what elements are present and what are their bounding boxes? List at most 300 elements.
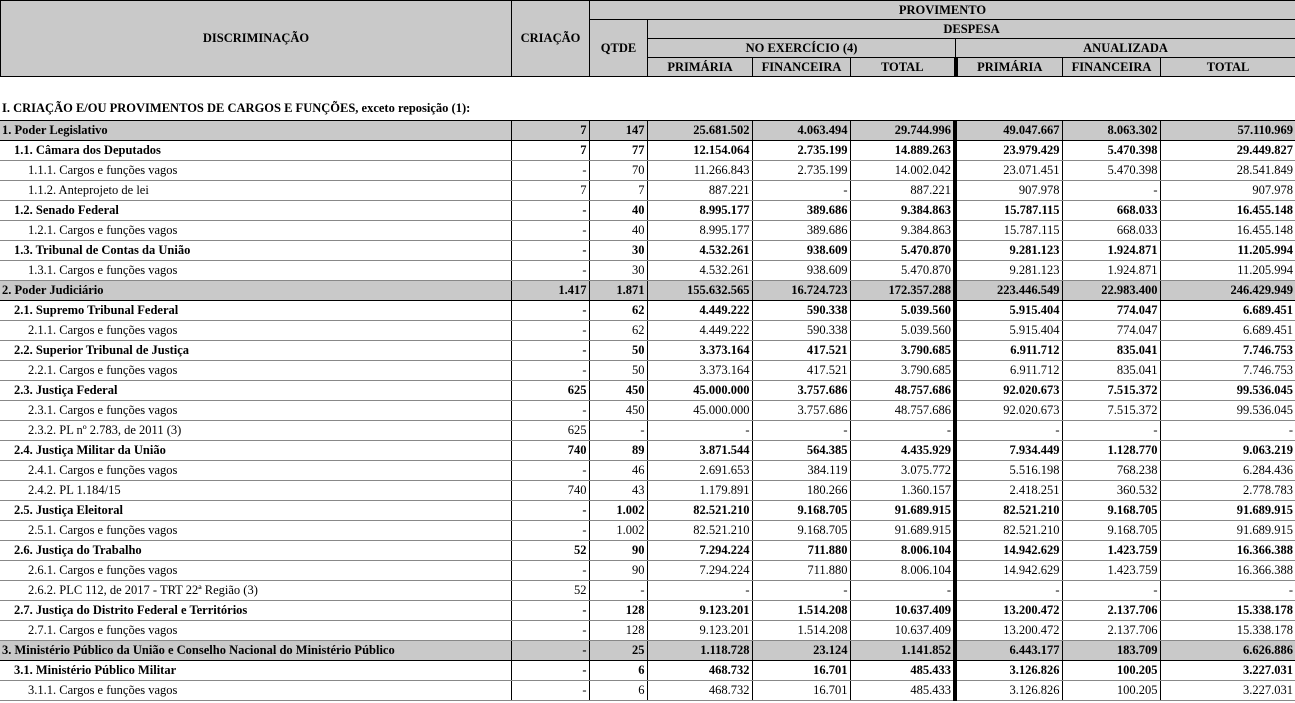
table-row bbox=[0, 201, 1295, 221]
row-criacao: - bbox=[511, 201, 589, 221]
row-exercicio-total: 91.689.915 bbox=[850, 521, 955, 541]
row-criacao: - bbox=[511, 241, 589, 261]
row-qtde: 450 bbox=[589, 401, 647, 421]
header-ex-financeira: FINANCEIRA bbox=[753, 58, 851, 77]
row-exercicio-primaria: 7.294.224 bbox=[647, 561, 752, 581]
row-anualizada-financeira: 668.033 bbox=[1062, 201, 1160, 221]
row-name: 1. Poder Legislativo bbox=[0, 121, 511, 141]
row-anualizada-primaria: 15.787.115 bbox=[955, 201, 1062, 221]
table-row bbox=[0, 541, 1295, 561]
table-row bbox=[0, 141, 1295, 161]
row-anualizada-total: 11.205.994 bbox=[1160, 241, 1295, 261]
row-exercicio-primaria: 8.995.177 bbox=[647, 221, 752, 241]
table-row bbox=[0, 221, 1295, 241]
header-ex-primaria: PRIMÁRIA bbox=[648, 58, 753, 77]
row-anualizada-total: 6.689.451 bbox=[1160, 321, 1295, 341]
row-exercicio-primaria: 7.294.224 bbox=[647, 541, 752, 561]
header-despesa: DESPESA bbox=[648, 20, 1295, 39]
row-criacao: 625 bbox=[511, 381, 589, 401]
row-name: 2.6. Justiça do Trabalho bbox=[0, 541, 511, 561]
row-exercicio-primaria: 468.732 bbox=[647, 661, 752, 681]
row-criacao: - bbox=[511, 501, 589, 521]
header-ex-total: TOTAL bbox=[851, 58, 956, 77]
row-anualizada-financeira: 5.470.398 bbox=[1062, 161, 1160, 181]
row-anualizada-total: 11.205.994 bbox=[1160, 261, 1295, 281]
row-exercicio-primaria: 2.691.653 bbox=[647, 461, 752, 481]
row-exercicio-total: 14.889.263 bbox=[850, 141, 955, 161]
row-qtde: 25 bbox=[589, 641, 647, 661]
row-anualizada-total: 7.746.753 bbox=[1160, 341, 1295, 361]
row-qtde: 43 bbox=[589, 481, 647, 501]
row-exercicio-total: 485.433 bbox=[850, 681, 955, 701]
row-anualizada-financeira: 1.128.770 bbox=[1062, 441, 1160, 461]
row-exercicio-financeira: 590.338 bbox=[752, 321, 850, 341]
row-exercicio-financeira: 23.124 bbox=[752, 641, 850, 661]
row-anualizada-total: 91.689.915 bbox=[1160, 521, 1295, 541]
row-anualizada-primaria: 7.934.449 bbox=[955, 441, 1062, 461]
row-exercicio-primaria: 4.449.222 bbox=[647, 321, 752, 341]
row-exercicio-financeira: 16.724.723 bbox=[752, 281, 850, 301]
row-name: 1.2. Senado Federal bbox=[0, 201, 511, 221]
row-qtde: 6 bbox=[589, 681, 647, 701]
row-criacao: - bbox=[511, 401, 589, 421]
row-anualizada-primaria: 9.281.123 bbox=[955, 241, 1062, 261]
row-qtde: 50 bbox=[589, 361, 647, 381]
row-exercicio-total: 14.002.042 bbox=[850, 161, 955, 181]
row-exercicio-primaria: - bbox=[647, 581, 752, 601]
row-exercicio-primaria: - bbox=[647, 421, 752, 441]
row-exercicio-financeira: - bbox=[752, 421, 850, 441]
row-anualizada-primaria: 15.787.115 bbox=[955, 221, 1062, 241]
row-exercicio-primaria: 3.373.164 bbox=[647, 341, 752, 361]
row-name: 2.1. Supremo Tribunal Federal bbox=[0, 301, 511, 321]
row-criacao: - bbox=[511, 681, 589, 701]
row-criacao: - bbox=[511, 261, 589, 281]
table-header bbox=[0, 0, 1295, 77]
row-anualizada-total: 246.429.949 bbox=[1160, 281, 1295, 301]
row-qtde: 450 bbox=[589, 381, 647, 401]
row-anualizada-total: 3.227.031 bbox=[1160, 661, 1295, 681]
row-anualizada-primaria: 13.200.472 bbox=[955, 621, 1062, 641]
row-exercicio-total: 5.039.560 bbox=[850, 321, 955, 341]
table-row bbox=[0, 621, 1295, 641]
row-name: 2. Poder Judiciário bbox=[0, 281, 511, 301]
table-row bbox=[0, 581, 1295, 601]
row-name: 2.6.2. PLC 112, de 2017 - TRT 22ª Região (3) bbox=[0, 581, 511, 601]
row-exercicio-primaria: 82.521.210 bbox=[647, 521, 752, 541]
table-row bbox=[0, 521, 1295, 541]
row-anualizada-total: 6.626.886 bbox=[1160, 641, 1295, 661]
row-exercicio-financeira: 938.609 bbox=[752, 261, 850, 281]
table-row bbox=[0, 161, 1295, 181]
row-exercicio-primaria: 82.521.210 bbox=[647, 501, 752, 521]
row-anualizada-financeira: 1.423.759 bbox=[1062, 561, 1160, 581]
row-exercicio-financeira: 564.385 bbox=[752, 441, 850, 461]
row-anualizada-financeira: 1.423.759 bbox=[1062, 541, 1160, 561]
row-criacao: 7 bbox=[511, 181, 589, 201]
table-row bbox=[0, 121, 1295, 141]
row-name: 2.3.1. Cargos e funções vagos bbox=[0, 401, 511, 421]
row-anualizada-primaria: 3.126.826 bbox=[955, 661, 1062, 681]
header-anualizada: ANUALIZADA bbox=[956, 39, 1295, 58]
row-anualizada-primaria: 14.942.629 bbox=[955, 541, 1062, 561]
row-exercicio-total: 48.757.686 bbox=[850, 381, 955, 401]
row-anualizada-financeira: 5.470.398 bbox=[1062, 141, 1160, 161]
row-anualizada-total: 907.978 bbox=[1160, 181, 1295, 201]
row-name: 2.4.2. PL 1.184/15 bbox=[0, 481, 511, 501]
row-qtde: 46 bbox=[589, 461, 647, 481]
row-exercicio-total: 3.075.772 bbox=[850, 461, 955, 481]
row-exercicio-total: 29.744.996 bbox=[850, 121, 955, 141]
row-anualizada-financeira: 183.709 bbox=[1062, 641, 1160, 661]
row-anualizada-financeira: 774.047 bbox=[1062, 321, 1160, 341]
row-criacao: 7 bbox=[511, 121, 589, 141]
row-exercicio-financeira: 389.686 bbox=[752, 201, 850, 221]
row-exercicio-financeira: 590.338 bbox=[752, 301, 850, 321]
row-exercicio-primaria: 468.732 bbox=[647, 681, 752, 701]
table-row bbox=[0, 381, 1295, 401]
row-anualizada-primaria: 92.020.673 bbox=[955, 401, 1062, 421]
row-anualizada-financeira: 9.168.705 bbox=[1062, 501, 1160, 521]
row-exercicio-primaria: 4.532.261 bbox=[647, 261, 752, 281]
row-name: 2.6.1. Cargos e funções vagos bbox=[0, 561, 511, 581]
row-exercicio-total: 9.384.863 bbox=[850, 221, 955, 241]
row-anualizada-primaria: 6.911.712 bbox=[955, 361, 1062, 381]
row-anualizada-financeira: 22.983.400 bbox=[1062, 281, 1160, 301]
table-row bbox=[0, 301, 1295, 321]
header-qtde: QTDE bbox=[590, 20, 648, 77]
row-criacao: 7 bbox=[511, 141, 589, 161]
table-row bbox=[0, 341, 1295, 361]
row-criacao: - bbox=[511, 661, 589, 681]
row-anualizada-primaria: 14.942.629 bbox=[955, 561, 1062, 581]
row-anualizada-total: 7.746.753 bbox=[1160, 361, 1295, 381]
row-criacao: - bbox=[511, 341, 589, 361]
row-anualizada-total: 3.227.031 bbox=[1160, 681, 1295, 701]
row-criacao: 52 bbox=[511, 541, 589, 561]
row-criacao: - bbox=[511, 221, 589, 241]
row-anualizada-primaria: 92.020.673 bbox=[955, 381, 1062, 401]
row-exercicio-financeira: 3.757.686 bbox=[752, 381, 850, 401]
row-criacao: 52 bbox=[511, 581, 589, 601]
header-provimento: PROVIMENTO bbox=[590, 1, 1295, 20]
row-exercicio-financeira: 1.514.208 bbox=[752, 621, 850, 641]
header-discriminacao: DISCRIMINAÇÃO bbox=[1, 1, 512, 77]
row-anualizada-financeira: 2.137.706 bbox=[1062, 601, 1160, 621]
row-qtde: 128 bbox=[589, 601, 647, 621]
row-criacao: - bbox=[511, 601, 589, 621]
table-row bbox=[0, 661, 1295, 681]
row-name: 2.1.1. Cargos e funções vagos bbox=[0, 321, 511, 341]
row-qtde: 1.871 bbox=[589, 281, 647, 301]
row-qtde: 40 bbox=[589, 201, 647, 221]
row-exercicio-financeira: 2.735.199 bbox=[752, 161, 850, 181]
row-exercicio-financeira: 9.168.705 bbox=[752, 501, 850, 521]
row-qtde: 90 bbox=[589, 561, 647, 581]
row-anualizada-primaria: 2.418.251 bbox=[955, 481, 1062, 501]
row-anualizada-total: - bbox=[1160, 581, 1295, 601]
row-anualizada-primaria: 13.200.472 bbox=[955, 601, 1062, 621]
row-anualizada-primaria: 9.281.123 bbox=[955, 261, 1062, 281]
row-exercicio-primaria: 3.373.164 bbox=[647, 361, 752, 381]
row-exercicio-total: 3.790.685 bbox=[850, 361, 955, 381]
row-anualizada-primaria: 907.978 bbox=[955, 181, 1062, 201]
row-anualizada-primaria: - bbox=[955, 421, 1062, 441]
row-anualizada-financeira: 1.924.871 bbox=[1062, 261, 1160, 281]
row-name: 2.5. Justiça Eleitoral bbox=[0, 501, 511, 521]
row-criacao: 740 bbox=[511, 441, 589, 461]
row-exercicio-primaria: 9.123.201 bbox=[647, 621, 752, 641]
row-exercicio-financeira: 1.514.208 bbox=[752, 601, 850, 621]
section-title: I. CRIAÇÃO E/OU PROVIMENTOS DE CARGOS E FUNÇÕES, exceto reposição (1): bbox=[2, 101, 471, 115]
row-criacao: 740 bbox=[511, 481, 589, 501]
row-exercicio-total: 485.433 bbox=[850, 661, 955, 681]
row-exercicio-primaria: 4.532.261 bbox=[647, 241, 752, 261]
row-anualizada-primaria: 3.126.826 bbox=[955, 681, 1062, 701]
table-row bbox=[0, 261, 1295, 281]
row-name: 3. Ministério Público da União e Conselho Nacional do Ministério Público bbox=[0, 641, 511, 661]
row-exercicio-primaria: 4.449.222 bbox=[647, 301, 752, 321]
row-exercicio-total: 887.221 bbox=[850, 181, 955, 201]
row-anualizada-financeira: 668.033 bbox=[1062, 221, 1160, 241]
header-an-total: TOTAL bbox=[1161, 58, 1295, 77]
row-name: 1.3.1. Cargos e funções vagos bbox=[0, 261, 511, 281]
row-name: 2.2.1. Cargos e funções vagos bbox=[0, 361, 511, 381]
row-anualizada-total: 28.541.849 bbox=[1160, 161, 1295, 181]
row-criacao: 625 bbox=[511, 421, 589, 441]
row-criacao: - bbox=[511, 161, 589, 181]
row-exercicio-primaria: 11.266.843 bbox=[647, 161, 752, 181]
row-anualizada-primaria: 5.915.404 bbox=[955, 321, 1062, 341]
row-exercicio-primaria: 887.221 bbox=[647, 181, 752, 201]
row-name: 2.5.1. Cargos e funções vagos bbox=[0, 521, 511, 541]
row-anualizada-total: 99.536.045 bbox=[1160, 401, 1295, 421]
row-anualizada-total: 15.338.178 bbox=[1160, 621, 1295, 641]
row-name: 2.2. Superior Tribunal de Justiça bbox=[0, 341, 511, 361]
row-exercicio-financeira: 2.735.199 bbox=[752, 141, 850, 161]
row-exercicio-primaria: 3.871.544 bbox=[647, 441, 752, 461]
row-anualizada-financeira: - bbox=[1062, 181, 1160, 201]
row-anualizada-primaria: 6.443.177 bbox=[955, 641, 1062, 661]
row-exercicio-total: 5.470.870 bbox=[850, 241, 955, 261]
row-exercicio-financeira: 3.757.686 bbox=[752, 401, 850, 421]
table-row bbox=[0, 281, 1295, 301]
row-exercicio-primaria: 1.179.891 bbox=[647, 481, 752, 501]
row-anualizada-total: 91.689.915 bbox=[1160, 501, 1295, 521]
table-row bbox=[0, 681, 1295, 701]
row-exercicio-total: 5.039.560 bbox=[850, 301, 955, 321]
row-exercicio-total: 10.637.409 bbox=[850, 601, 955, 621]
table-row bbox=[0, 461, 1295, 481]
row-qtde: 89 bbox=[589, 441, 647, 461]
row-exercicio-financeira: 16.701 bbox=[752, 661, 850, 681]
row-exercicio-total: 10.637.409 bbox=[850, 621, 955, 641]
row-qtde: 7 bbox=[589, 181, 647, 201]
row-anualizada-total: 16.455.148 bbox=[1160, 201, 1295, 221]
row-exercicio-total: 1.141.852 bbox=[850, 641, 955, 661]
row-anualizada-financeira: - bbox=[1062, 581, 1160, 601]
row-criacao: - bbox=[511, 641, 589, 661]
row-anualizada-total: 16.366.388 bbox=[1160, 561, 1295, 581]
row-qtde: - bbox=[589, 581, 647, 601]
row-qtde: 77 bbox=[589, 141, 647, 161]
row-anualizada-primaria: 6.911.712 bbox=[955, 341, 1062, 361]
row-exercicio-primaria: 45.000.000 bbox=[647, 401, 752, 421]
row-anualizada-total: 99.536.045 bbox=[1160, 381, 1295, 401]
row-exercicio-primaria: 155.632.565 bbox=[647, 281, 752, 301]
row-name: 2.3.2. PL nº 2.783, de 2011 (3) bbox=[0, 421, 511, 441]
row-exercicio-total: - bbox=[850, 421, 955, 441]
table-row bbox=[0, 421, 1295, 441]
row-anualizada-total: 57.110.969 bbox=[1160, 121, 1295, 141]
table-row bbox=[0, 241, 1295, 261]
row-qtde: 128 bbox=[589, 621, 647, 641]
row-qtde: 40 bbox=[589, 221, 647, 241]
row-exercicio-primaria: 9.123.201 bbox=[647, 601, 752, 621]
table-row bbox=[0, 181, 1295, 201]
row-name: 1.1. Câmara dos Deputados bbox=[0, 141, 511, 161]
row-exercicio-total: 3.790.685 bbox=[850, 341, 955, 361]
row-anualizada-financeira: 7.515.372 bbox=[1062, 381, 1160, 401]
row-exercicio-primaria: 12.154.064 bbox=[647, 141, 752, 161]
row-anualizada-financeira: 835.041 bbox=[1062, 361, 1160, 381]
table-row bbox=[0, 361, 1295, 381]
row-anualizada-total: 2.778.783 bbox=[1160, 481, 1295, 501]
row-qtde: 1.002 bbox=[589, 521, 647, 541]
row-name: 1.2.1. Cargos e funções vagos bbox=[0, 221, 511, 241]
row-anualizada-financeira: 100.205 bbox=[1062, 661, 1160, 681]
row-anualizada-financeira: 9.168.705 bbox=[1062, 521, 1160, 541]
row-anualizada-primaria: 223.446.549 bbox=[955, 281, 1062, 301]
row-anualizada-total: 16.455.148 bbox=[1160, 221, 1295, 241]
row-anualizada-financeira: 360.532 bbox=[1062, 481, 1160, 501]
row-exercicio-financeira: 711.880 bbox=[752, 541, 850, 561]
row-qtde: - bbox=[589, 421, 647, 441]
header-criacao: CRIAÇÃO bbox=[512, 1, 590, 77]
header-no-exercicio: NO EXERCÍCIO (4) bbox=[648, 39, 956, 58]
row-criacao: - bbox=[511, 321, 589, 341]
row-name: 2.4.1. Cargos e funções vagos bbox=[0, 461, 511, 481]
row-exercicio-financeira: 4.063.494 bbox=[752, 121, 850, 141]
row-qtde: 62 bbox=[589, 321, 647, 341]
row-anualizada-total: - bbox=[1160, 421, 1295, 441]
row-name: 1.1.1. Cargos e funções vagos bbox=[0, 161, 511, 181]
row-anualizada-total: 29.449.827 bbox=[1160, 141, 1295, 161]
table-row bbox=[0, 481, 1295, 501]
row-anualizada-primaria: 5.516.198 bbox=[955, 461, 1062, 481]
row-anualizada-primaria: 5.915.404 bbox=[955, 301, 1062, 321]
row-criacao: - bbox=[511, 461, 589, 481]
row-criacao: - bbox=[511, 521, 589, 541]
row-exercicio-total: 5.470.870 bbox=[850, 261, 955, 281]
row-name: 3.1.1. Cargos e funções vagos bbox=[0, 681, 511, 701]
row-exercicio-financeira: 180.266 bbox=[752, 481, 850, 501]
table-row bbox=[0, 401, 1295, 421]
table-row bbox=[0, 561, 1295, 581]
row-qtde: 1.002 bbox=[589, 501, 647, 521]
row-criacao: - bbox=[511, 621, 589, 641]
row-qtde: 62 bbox=[589, 301, 647, 321]
row-exercicio-financeira: 938.609 bbox=[752, 241, 850, 261]
row-anualizada-financeira: 1.924.871 bbox=[1062, 241, 1160, 261]
row-exercicio-primaria: 45.000.000 bbox=[647, 381, 752, 401]
row-anualizada-primaria: - bbox=[955, 581, 1062, 601]
table-row bbox=[0, 601, 1295, 621]
row-qtde: 6 bbox=[589, 661, 647, 681]
row-exercicio-financeira: 9.168.705 bbox=[752, 521, 850, 541]
row-exercicio-financeira: 16.701 bbox=[752, 681, 850, 701]
row-exercicio-financeira: - bbox=[752, 181, 850, 201]
table-row bbox=[0, 641, 1295, 661]
row-anualizada-primaria: 23.071.451 bbox=[955, 161, 1062, 181]
row-qtde: 30 bbox=[589, 261, 647, 281]
row-exercicio-financeira: 417.521 bbox=[752, 361, 850, 381]
row-name: 1.1.2. Anteprojeto de lei bbox=[0, 181, 511, 201]
row-exercicio-financeira: 389.686 bbox=[752, 221, 850, 241]
row-anualizada-financeira: 835.041 bbox=[1062, 341, 1160, 361]
row-name: 2.4. Justiça Militar da União bbox=[0, 441, 511, 461]
row-exercicio-primaria: 8.995.177 bbox=[647, 201, 752, 221]
row-exercicio-financeira: 711.880 bbox=[752, 561, 850, 581]
table-row bbox=[0, 321, 1295, 341]
row-exercicio-financeira: 384.119 bbox=[752, 461, 850, 481]
row-exercicio-financeira: - bbox=[752, 581, 850, 601]
row-anualizada-total: 16.366.388 bbox=[1160, 541, 1295, 561]
row-qtde: 90 bbox=[589, 541, 647, 561]
row-exercicio-total: 9.384.863 bbox=[850, 201, 955, 221]
row-anualizada-total: 9.063.219 bbox=[1160, 441, 1295, 461]
row-anualizada-financeira: 8.063.302 bbox=[1062, 121, 1160, 141]
row-anualizada-primaria: 23.979.429 bbox=[955, 141, 1062, 161]
row-exercicio-total: - bbox=[850, 581, 955, 601]
row-exercicio-total: 1.360.157 bbox=[850, 481, 955, 501]
row-exercicio-primaria: 25.681.502 bbox=[647, 121, 752, 141]
row-criacao: - bbox=[511, 361, 589, 381]
row-anualizada-primaria: 82.521.210 bbox=[955, 521, 1062, 541]
row-qtde: 70 bbox=[589, 161, 647, 181]
row-name: 1.3. Tribunal de Contas da União bbox=[0, 241, 511, 261]
row-name: 2.3. Justiça Federal bbox=[0, 381, 511, 401]
row-anualizada-financeira: - bbox=[1062, 421, 1160, 441]
header-an-financeira: FINANCEIRA bbox=[1063, 58, 1161, 77]
row-anualizada-total: 15.338.178 bbox=[1160, 601, 1295, 621]
row-anualizada-total: 6.689.451 bbox=[1160, 301, 1295, 321]
row-name: 2.7. Justiça do Distrito Federal e Territórios bbox=[0, 601, 511, 621]
row-criacao: 1.417 bbox=[511, 281, 589, 301]
row-exercicio-total: 91.689.915 bbox=[850, 501, 955, 521]
row-name: 2.7.1. Cargos e funções vagos bbox=[0, 621, 511, 641]
row-anualizada-primaria: 49.047.667 bbox=[955, 121, 1062, 141]
row-exercicio-financeira: 417.521 bbox=[752, 341, 850, 361]
row-criacao: - bbox=[511, 301, 589, 321]
row-exercicio-total: 48.757.686 bbox=[850, 401, 955, 421]
row-criacao: - bbox=[511, 561, 589, 581]
row-qtde: 147 bbox=[589, 121, 647, 141]
row-exercicio-total: 8.006.104 bbox=[850, 541, 955, 561]
row-exercicio-primaria: 1.118.728 bbox=[647, 641, 752, 661]
row-exercicio-total: 4.435.929 bbox=[850, 441, 955, 461]
row-anualizada-primaria: 82.521.210 bbox=[955, 501, 1062, 521]
row-anualizada-financeira: 7.515.372 bbox=[1062, 401, 1160, 421]
header-an-primaria: PRIMÁRIA bbox=[956, 58, 1063, 77]
table-row bbox=[0, 501, 1295, 521]
data-table bbox=[0, 120, 1295, 701]
row-qtde: 30 bbox=[589, 241, 647, 261]
row-anualizada-financeira: 2.137.706 bbox=[1062, 621, 1160, 641]
row-name: 3.1. Ministério Público Militar bbox=[0, 661, 511, 681]
row-anualizada-financeira: 774.047 bbox=[1062, 301, 1160, 321]
row-qtde: 50 bbox=[589, 341, 647, 361]
